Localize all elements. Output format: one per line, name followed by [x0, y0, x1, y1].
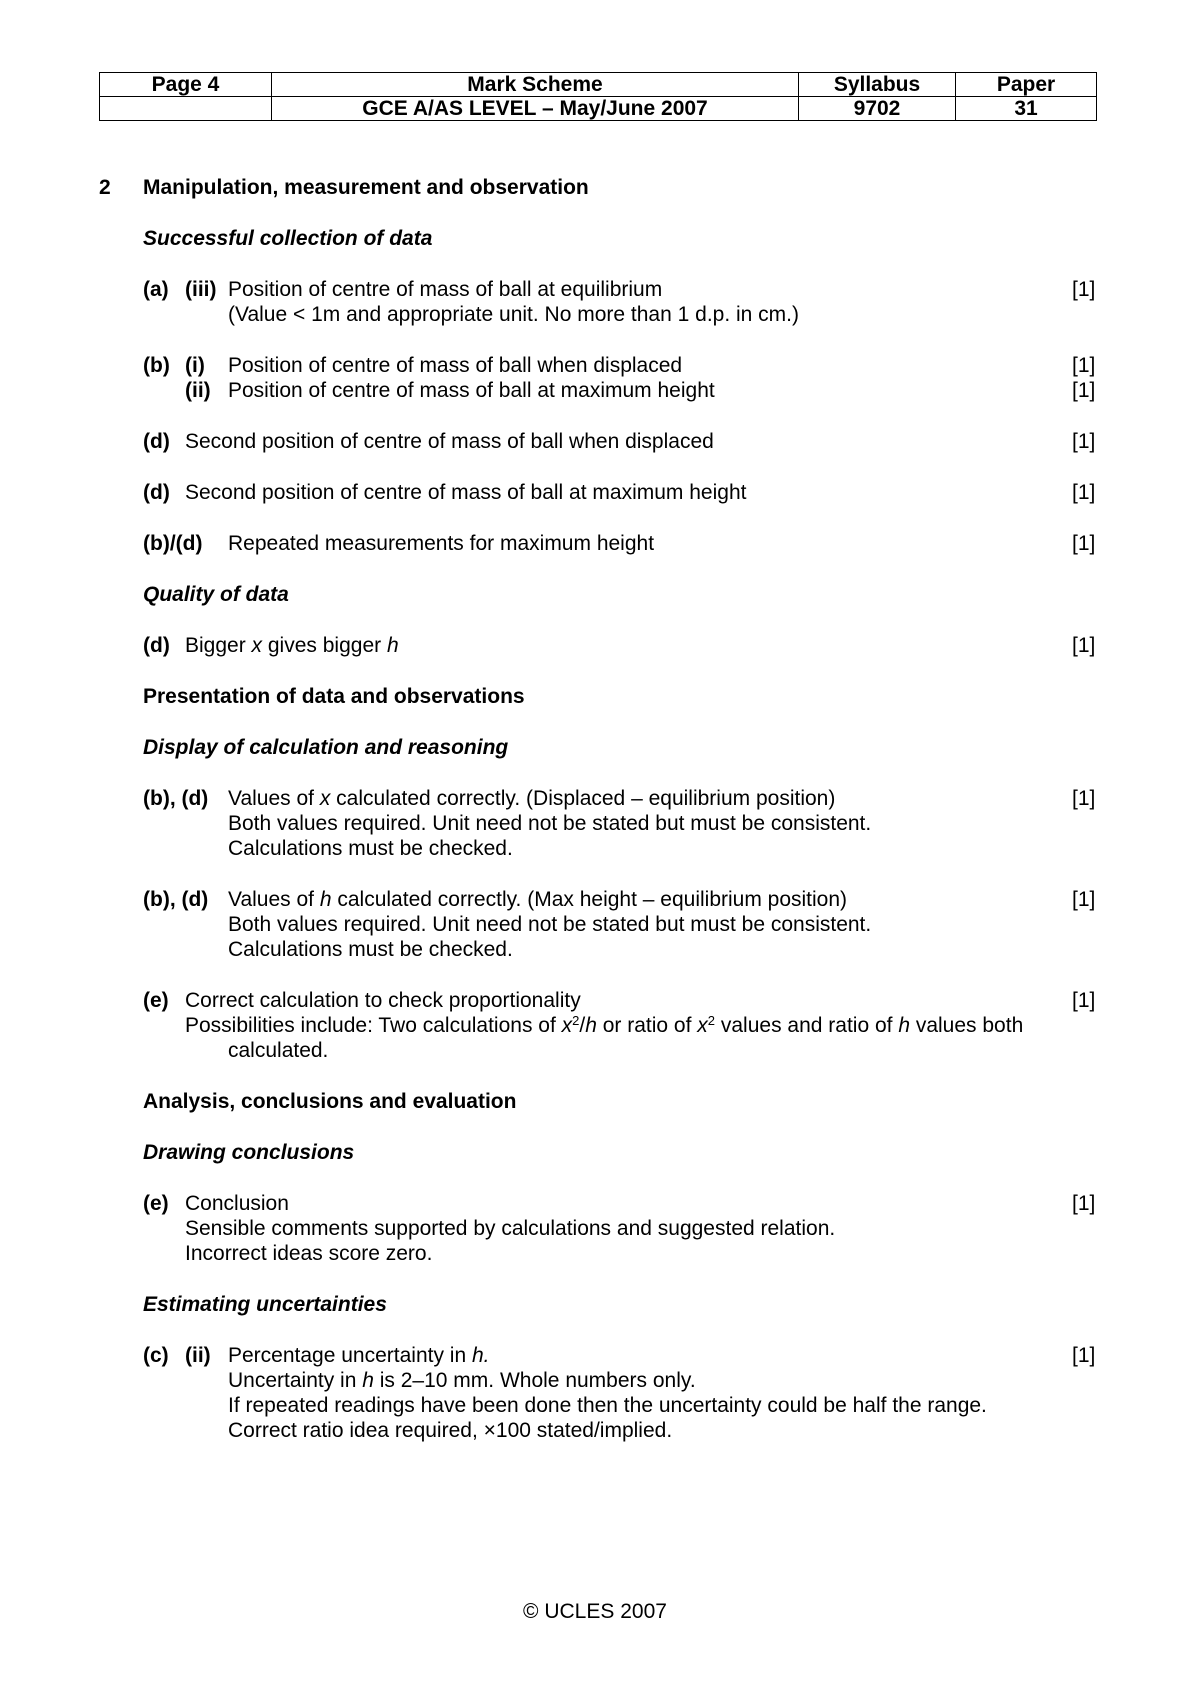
- part-label: (b), (d): [143, 787, 209, 810]
- mark: [1]: [1072, 634, 1096, 657]
- heading-display: Display of calculation and reasoning: [143, 736, 509, 759]
- heading-collection: Successful collection of data: [143, 227, 433, 250]
- mark: [1]: [1072, 354, 1096, 377]
- item-text: If repeated readings have been done then the uncertainty could be half the range.: [228, 1394, 987, 1417]
- part-label: (b), (d): [143, 888, 209, 911]
- mark: [1]: [1072, 989, 1096, 1012]
- part-label: (e): [143, 1192, 169, 1215]
- item-text: Position of centre of mass of ball when displaced: [228, 354, 683, 377]
- item-text: Position of centre of mass of ball at equilibrium: [228, 278, 663, 301]
- part-label: (e): [143, 989, 169, 1012]
- subpart-label: (iii): [185, 278, 217, 301]
- mark: [1]: [1072, 787, 1096, 810]
- mark: [1]: [1072, 532, 1096, 555]
- item-text: Uncertainty in h is 2–10 mm. Whole numbers only.: [228, 1369, 696, 1392]
- page-number: Page 4: [100, 73, 272, 97]
- mark: [1]: [1072, 1192, 1096, 1215]
- item-text: Repeated measurements for maximum height: [228, 532, 655, 555]
- item-text: Incorrect ideas score zero.: [185, 1242, 433, 1265]
- heading-presentation: Presentation of data and observations: [143, 685, 525, 708]
- item-text: Correct calculation to check proportionality: [185, 989, 581, 1012]
- item-text: Sensible comments supported by calculations and suggested relation.: [185, 1217, 836, 1240]
- item-text: Both values required. Unit need not be stated but must be consistent.: [228, 913, 872, 936]
- heading-uncertainties: Estimating uncertainties: [143, 1293, 387, 1316]
- item-text: (Value < 1m and appropriate unit. No more than 1 d.p. in cm.): [228, 303, 799, 326]
- mark: [1]: [1072, 481, 1096, 504]
- item-text: Calculations must be checked.: [228, 938, 513, 961]
- item-text: Second position of centre of mass of ball when displaced: [185, 430, 714, 453]
- part-label: (b): [143, 354, 170, 377]
- syllabus-value: 9702: [799, 97, 956, 121]
- footer-copyright: © UCLES 2007: [523, 1600, 667, 1623]
- syllabus-label: Syllabus: [799, 73, 956, 97]
- header-table: [99, 72, 1097, 121]
- mark: [1]: [1072, 278, 1096, 301]
- paper-value: 31: [956, 97, 1097, 121]
- section-number: 2: [99, 176, 111, 199]
- part-label: (d): [143, 430, 170, 453]
- subpart-label: (ii): [185, 1344, 211, 1367]
- heading-drawing: Drawing conclusions: [143, 1141, 355, 1164]
- mark: [1]: [1072, 430, 1096, 453]
- part-label: (c): [143, 1344, 169, 1367]
- doc-title: Mark Scheme: [272, 73, 799, 97]
- doc-subtitle: GCE A/AS LEVEL – May/June 2007: [272, 97, 799, 121]
- item-text: Values of h calculated correctly. (Max height – equilibrium position): [228, 888, 848, 911]
- heading-quality: Quality of data: [143, 583, 289, 606]
- item-text: Position of centre of mass of ball at maximum height: [228, 379, 715, 402]
- item-text: Second position of centre of mass of ball at maximum height: [185, 481, 747, 504]
- heading-analysis: Analysis, conclusions and evaluation: [143, 1090, 517, 1113]
- section-title: Manipulation, measurement and observation: [143, 176, 589, 199]
- item-text: Correct ratio idea required, ×100 stated/implied.: [228, 1419, 673, 1442]
- mark: [1]: [1072, 379, 1096, 402]
- part-label: (d): [143, 481, 170, 504]
- item-text: Calculations must be checked.: [228, 837, 513, 860]
- item-text: Possibilities include: Two calculations of $x^2/h$ or ratio of $x^2$ values and ratio of h values both: [185, 1013, 1024, 1037]
- item-text: Both values required. Unit need not be stated but must be consistent.: [228, 812, 872, 835]
- part-label: (d): [143, 634, 170, 657]
- item-text: Bigger x gives bigger h: [185, 634, 399, 657]
- mark: [1]: [1072, 1344, 1096, 1367]
- subpart-label: (ii): [185, 379, 211, 402]
- item-text: calculated.: [228, 1039, 329, 1062]
- item-text: Values of x calculated correctly. (Displaced – equilibrium position): [228, 787, 836, 810]
- mark: [1]: [1072, 888, 1096, 911]
- subpart-label: (i): [185, 354, 205, 377]
- item-text: Percentage uncertainty in h.: [228, 1344, 490, 1367]
- part-label: (a): [143, 278, 169, 301]
- paper-label: Paper: [956, 73, 1097, 97]
- empty-cell: [100, 97, 272, 121]
- part-label: (b)/(d): [143, 532, 203, 555]
- item-text: Conclusion: [185, 1192, 289, 1215]
